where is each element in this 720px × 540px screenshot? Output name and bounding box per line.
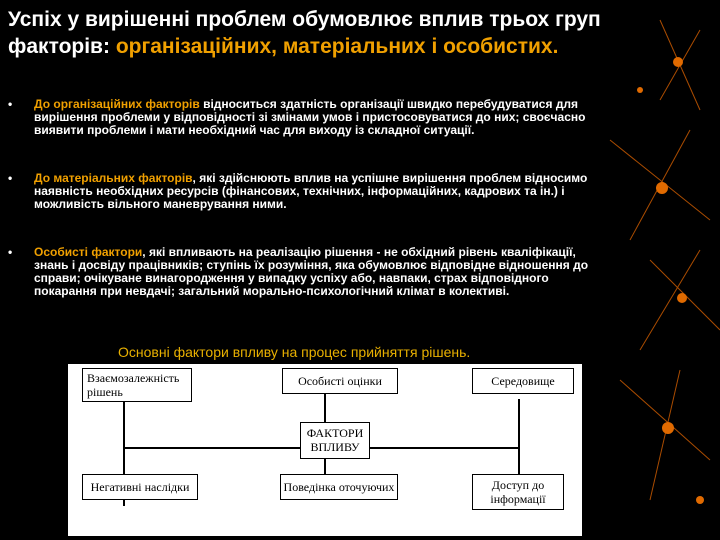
box-influence-factors: ФАКТОРИ ВПЛИВУ <box>300 422 370 459</box>
box-personal-assessments: Особисті оцінки <box>282 368 398 394</box>
bullet-text: , які впливають на реалізацію рішення - не обхідний рівень кваліфікації, знань і досвіду працівників; ступінь їх розуміння, яка обумовлює відповідне відношення до справи; очікуване винагородження у випадку успіху або, навпаки, страх відповідного покарання при невдачі; загальний морально-психологічний клімат в колективі. <box>34 245 589 298</box>
box-negative-consequences: Негативні наслідки <box>82 474 198 500</box>
bullet-marker: • <box>8 171 13 185</box>
title-text: Успіх у вирішенні проблем обумовлює вплив трьох груп факторів: <box>8 8 601 58</box>
slide-title <box>8 6 608 60</box>
bullet-text: відноситься здатність організації швидко перебудуватися для вирішення проблеми у відповідності зі змінами умов і пристосовуватися до них; своєчасно виявити проблеми і мати необхідний час для виходу із складної ситуації. <box>34 97 586 137</box>
box-others-behavior: Поведінка оточуючих <box>280 474 398 500</box>
bullet-marker: • <box>8 245 13 259</box>
title-highlight: організаційних, матеріальних і особистих. <box>115 35 559 58</box>
bullet-highlight: До матеріальних факторів <box>34 171 193 185</box>
box-information-access: Доступ до інформації <box>472 474 564 510</box>
bullet-highlight: До організаційних факторів <box>34 97 200 111</box>
box-interdependence: Взаємозалежність рішень <box>82 368 192 402</box>
box-environment: Середовище <box>472 368 574 394</box>
bullet-marker: • <box>8 97 13 111</box>
connector-top <box>324 394 326 422</box>
bullet-material <box>8 172 608 211</box>
bullet-text: , які здійснюють вплив на успішне вирішення проблем відносимо наявність необхідних ресурсів (фінансових, технічних, інформаційних, кадрових та ін.) і можливість вільного маневрування ними. <box>34 171 588 211</box>
diagram-caption: Основні фактори впливу на процес прийняття рішень. <box>118 344 471 360</box>
bullet-personal <box>8 246 608 298</box>
bullet-highlight: Особисті фактори <box>34 245 143 259</box>
factors-diagram <box>68 364 582 536</box>
bullet-organizational <box>8 98 608 137</box>
